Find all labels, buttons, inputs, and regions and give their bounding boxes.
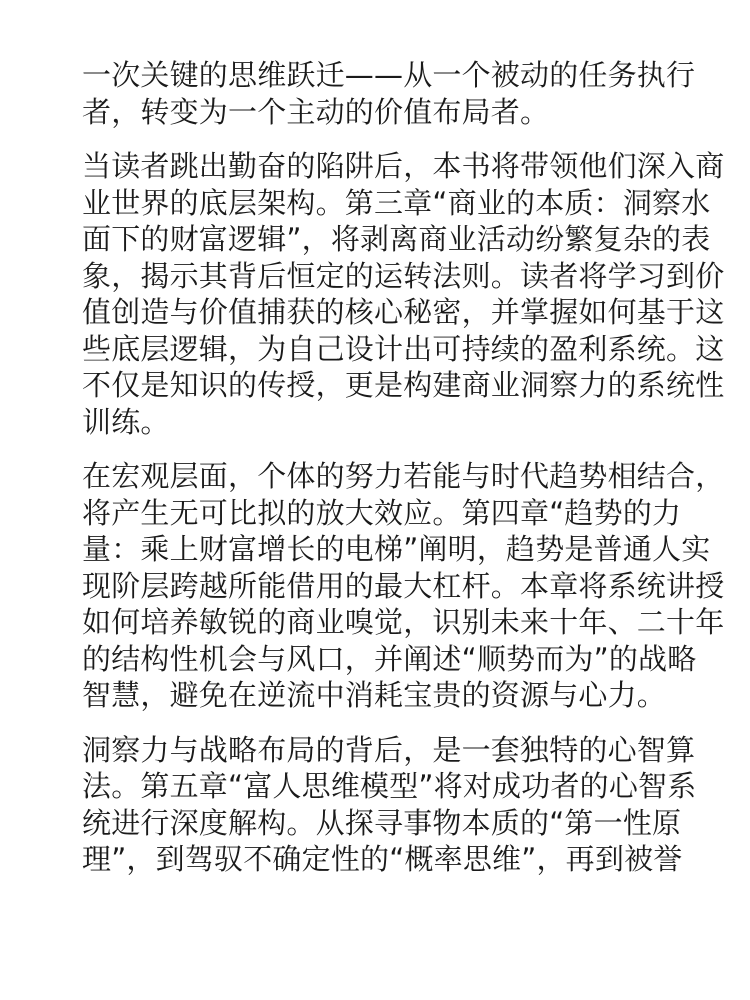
- text-line: 现阶层跨越所能借用的最大杠杆。本章将系统讲授: [82, 568, 725, 603]
- text-line: 一次关键的思维跃迁——从一个被动的任务执行: [82, 58, 696, 92]
- paragraph-3: [82, 458, 725, 714]
- text-line: 训练。: [82, 404, 170, 439]
- text-line: 统进行深度解构。从探寻事物本质的“第一性原: [82, 805, 682, 840]
- text-line: 智慧，避免在逆流中消耗宝贵的资源与心力。: [82, 678, 667, 712]
- text-line: 业世界的底层架构。第三章“商业的本质：洞察水: [82, 185, 711, 220]
- text-line: 法。第五章“富人思维模型”将对成功者的心智系: [82, 769, 697, 803]
- text-line: 理”，到驾驭不确定性的“概率思维”，再到被誉: [82, 842, 683, 876]
- paragraph-4: [82, 732, 697, 878]
- text-line: 的结构性机会与风口，并阐述“顺势而为”的战略: [82, 641, 697, 676]
- text-line: 些底层逻辑，为自己设计出可持续的盈利系统。这: [82, 331, 725, 366]
- text-line: 将产生无可比拟的放大效应。第四章“趋势的力: [82, 495, 682, 530]
- document-page: [82, 57, 725, 896]
- text-line: 者，转变为一个主动的价值布局者。: [82, 94, 550, 129]
- text-line: 如何培养敏锐的商业嗅觉，识别未来十年、二十年: [82, 605, 725, 639]
- text-line: 量：乘上财富增长的电梯”阐明，趋势是普通人实: [82, 532, 711, 566]
- text-line: 象，揭示其背后恒定的运转法则。读者将学习到价: [82, 258, 725, 293]
- text-line: 洞察力与战略布局的背后，是一套独特的心智算: [82, 732, 696, 767]
- paragraph-1: [82, 57, 696, 130]
- text-line: 当读者跳出勤奋的陷阱后，本书将带领他们深入商: [82, 149, 725, 183]
- text-line: 值创造与价值捕获的核心秘密，并掌握如何基于这: [82, 295, 725, 329]
- text-line: 不仅是知识的传授，更是构建商业洞察力的系统性: [82, 368, 725, 402]
- text-line: 在宏观层面，个体的努力若能与时代趋势相结合，: [82, 459, 725, 493]
- text-line: 面下的财富逻辑”，将剥离商业活动纷繁复杂的表: [82, 222, 711, 256]
- paragraph-2: [82, 148, 725, 440]
